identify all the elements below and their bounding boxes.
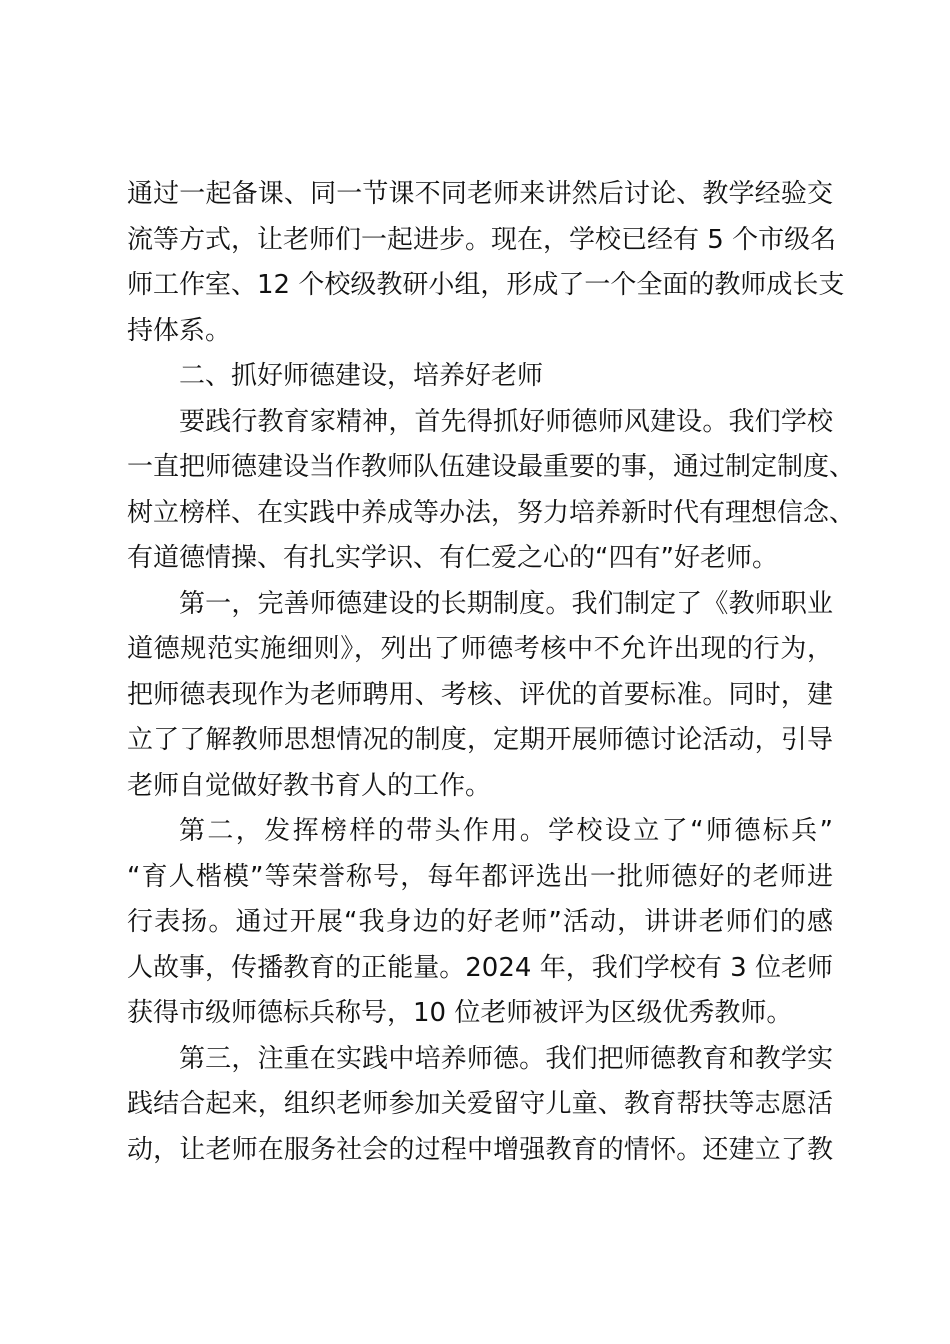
text-line: 第三，注重在实践中培养师德。我们把师德教育和教学实 [179, 1043, 833, 1074]
text-line: 第二，发挥榜样的带头作用。学校设立了“师德标兵” [179, 816, 833, 846]
text-line: 道德规范实施细则》，列出了师德考核中不允许出现的行为， [127, 634, 833, 664]
text-line: 有道德情操、有扎实学识、有仁爱之心的“四有”好老师。 [127, 543, 778, 573]
text-line: 第一，完善师德建设的长期制度。我们制定了《教师职业 [179, 588, 833, 619]
text-line: 通过一起备课、同一节课不同老师来讲然后讨论、教学经验交 [127, 179, 833, 209]
text-line: “育人楷模”等荣誉称号，每年都评选出一批师德好的老师进 [127, 861, 833, 892]
text-line: 持体系。 [127, 315, 232, 346]
text-line: 要践行教育家精神，首先得抓好师德师风建设。我们学校 [179, 406, 833, 437]
text-line: 获得市级师德标兵称号，10 位老师被评为区级优秀教师。 [127, 998, 793, 1028]
body-text [127, 172, 856, 1173]
text-line: 动，让老师在服务社会的过程中增强教育的情怀。还建立了教 [127, 1134, 833, 1165]
text-line: 立了了解教师思想情况的制度，定期开展师德讨论活动，引导 [127, 725, 833, 755]
text-line: 人故事，传播教育的正能量。2024 年，我们学校有 3 位老师 [127, 952, 833, 983]
section-heading: 二、抓好师德建设，培养好老师 [179, 361, 544, 391]
text-line: 一直把师德建设当作教师队伍建设最重要的事，通过制定制度、 [127, 452, 856, 482]
text-line: 老师自觉做好教书育人的工作。 [127, 770, 492, 801]
text-line: 把师德表现作为老师聘用、考核、评优的首要标准。同时，建 [127, 679, 833, 710]
text-line: 行表扬。通过开展“我身边的好老师”活动，讲讲老师们的感 [127, 907, 833, 937]
text-line: 树立榜样、在实践中养成等办法，努力培养新时代有理想信念、 [127, 497, 856, 528]
text-line: 践结合起来，组织老师参加关爱留守儿童、教育帮扶等志愿活 [127, 1089, 833, 1119]
text-line: 流等方式，让老师们一起进步。现在，学校已经有 5 个市级名 [127, 224, 837, 255]
text-line: 师工作室、12 个校级教研小组，形成了一个全面的教师成长支 [127, 270, 845, 300]
